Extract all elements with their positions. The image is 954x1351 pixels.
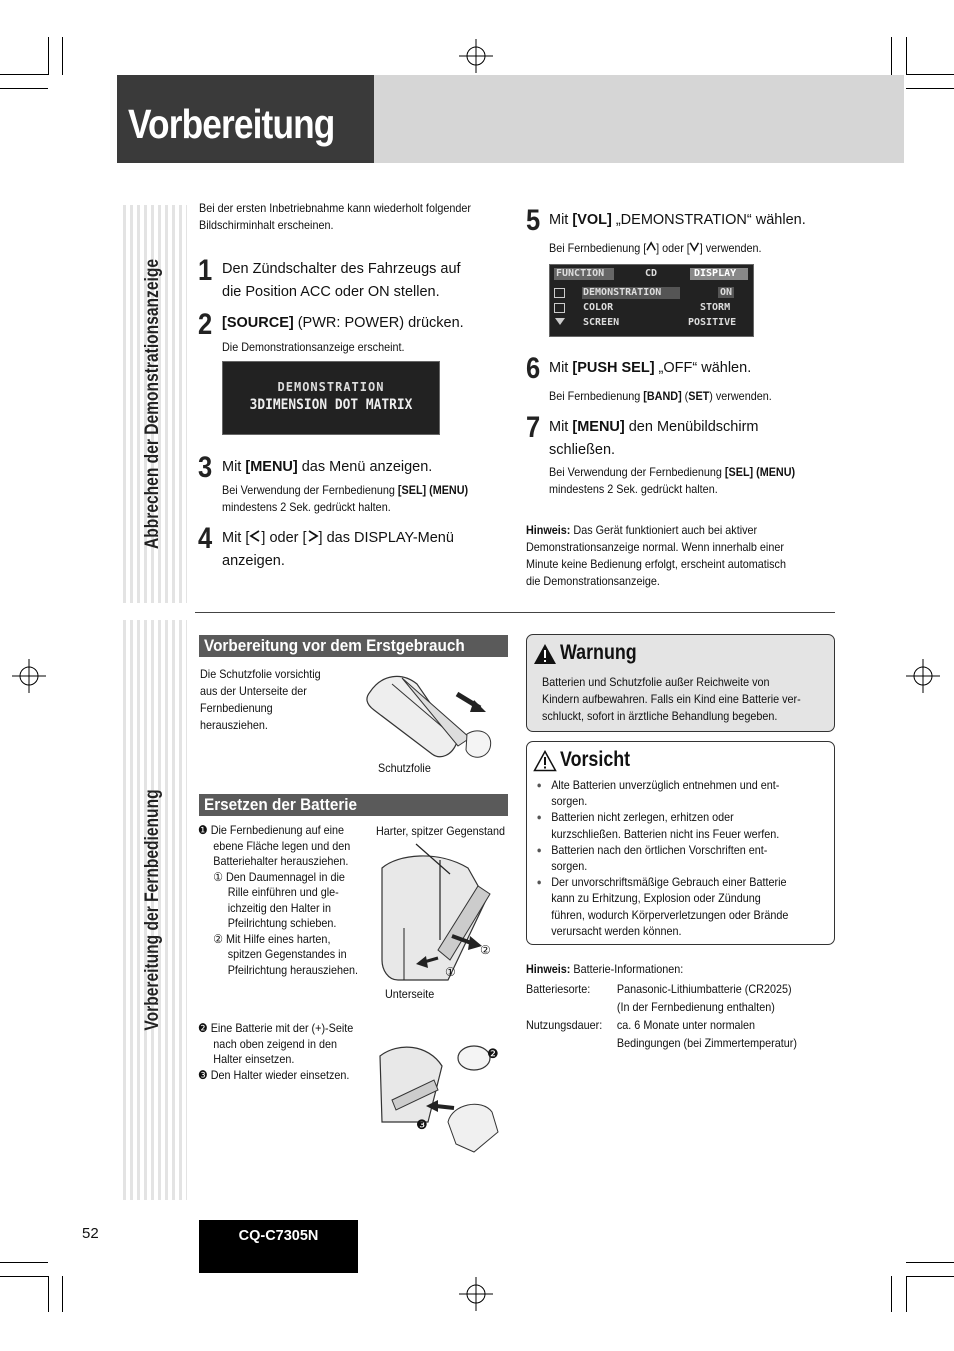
vorsicht-line: kurzschließen. Batterien nicht ins Feuer werfen. [551, 826, 780, 841]
crop-mark [906, 88, 954, 89]
menu-row-value: ON [720, 287, 733, 298]
vorsicht-line: ● Alte Batterien unverzüglich entnehmen und ent- [551, 778, 780, 792]
warning-triangle-icon [533, 643, 557, 665]
step-marker: ❷ [198, 1021, 208, 1035]
callout-2: ② [480, 943, 491, 957]
step-line: die Position ACC oder ON stellen. [222, 284, 440, 300]
demo-line-1: DEMONSTRATION [277, 380, 385, 394]
info-value: Panasonic-Lithiumbatterie (CR2025) [616, 982, 792, 996]
harter-label: Harter, spitzer Gegenstand [376, 824, 506, 838]
note-line: ( [681, 389, 689, 403]
warnung-line: schluckt, sofort in ärztliche Behandlung begeben. [542, 709, 778, 723]
intro-text [199, 200, 487, 234]
step-number: 6 [526, 352, 541, 385]
note-line: ) verwenden. [709, 389, 772, 403]
note-line: ] oder [ [656, 241, 690, 255]
step-line: anzeigen. [222, 553, 285, 569]
battery-header [199, 794, 508, 816]
crop-mark [891, 1276, 892, 1312]
prep-text [200, 666, 344, 734]
menu-row-value: POSITIVE [688, 317, 737, 328]
battery-info [526, 961, 823, 978]
crop-mark [906, 1262, 954, 1263]
vorsicht-title: Vorsicht [560, 748, 631, 771]
crop-mark [906, 37, 907, 75]
callout-1: ① [445, 965, 456, 979]
step-2-note: Die Demonstrationsanzeige erscheint. [222, 340, 405, 354]
step-line: das Menü anzeigen. [297, 459, 433, 475]
crop-mark [0, 88, 48, 89]
step-line: Mit [549, 360, 573, 376]
battery-line: Batteriehalter herausziehen. [213, 854, 349, 868]
step-line: Mit [222, 459, 246, 475]
sidebar-top-label: Abbrechen der Demonstrationsanzeige [142, 258, 163, 550]
down-arrow-icon [690, 241, 700, 252]
remote-film-illustration [362, 664, 510, 764]
vorsicht-line: führen, wodurch Körperverletzungen oder Brände [551, 907, 789, 922]
crop-mark [0, 1276, 48, 1277]
key-label: [SEL] (MENU) [397, 483, 469, 497]
sidebar-bottom-label: Vorbereitung der Fernbedienung [142, 789, 163, 1031]
model-box [199, 1220, 358, 1273]
vorsicht-line: sorgen. [551, 794, 588, 809]
crop-mark [62, 37, 63, 75]
step-7-note [549, 464, 846, 498]
crop-mark [48, 1276, 49, 1312]
prep-line: Fernbedienung [200, 701, 273, 715]
step-line: (PWR: POWER) drücken. [293, 315, 464, 331]
intro-line: Bildschirminhalt erscheinen. [199, 218, 334, 232]
hinweis-line: Minute keine Bedienung erfolgt, erscheint automatisch [526, 557, 786, 571]
step-number: 7 [526, 411, 541, 444]
step-6-text [549, 357, 849, 380]
vorsicht-item [535, 777, 828, 809]
battery-line: ebene Fläche legen und den [213, 838, 351, 853]
warnung-line: Kindern aufbewahren. Falls ein Kind eine Batterie ver- [542, 692, 801, 706]
note-line: Bei Fernbedienung [ [549, 241, 647, 255]
battery-step-2-3 [198, 1021, 360, 1083]
key-label: SET [688, 389, 710, 403]
hinweis-label: Hinweis: [526, 523, 571, 537]
menu-row-label: DEMONSTRATION [583, 287, 662, 298]
battery-info-table [526, 980, 832, 1052]
battery-line: Pfeilrichtung schieben. [227, 916, 337, 930]
callout-b2: ❷ [487, 1046, 499, 1061]
battery-line: spitzen Gegenstandes in [227, 947, 347, 961]
crop-mark [906, 1276, 954, 1277]
caution-triangle-icon [533, 750, 557, 772]
step-line: ] das DISPLAY-Menü [318, 530, 454, 546]
step-number: 4 [198, 522, 213, 555]
key-label: [SOURCE] [222, 315, 294, 331]
step-line: Mit [549, 419, 573, 435]
registration-mark [459, 1277, 493, 1311]
note-line: Bei Verwendung der Fernbedienung [222, 483, 398, 497]
step-line: Mit [549, 212, 573, 228]
warnung-title: Warnung [560, 641, 637, 664]
battery-info-row [526, 980, 832, 1016]
battery-info-row [526, 1016, 832, 1052]
battery-line: Pfeilrichtung herausziehen. [227, 962, 358, 977]
callout-b3: ❸ [416, 1117, 428, 1132]
crop-mark [906, 1276, 907, 1312]
note-line: ] verwenden. [699, 241, 762, 255]
battery-line: Halter einsetzen. [213, 1052, 295, 1066]
page-number: 52 [82, 1225, 99, 1242]
crop-mark [48, 37, 49, 75]
vorsicht-line: ● Der unvorschriftsmäßige Gebrauch einer Batterie [551, 875, 787, 890]
model-name: CQ-C7305N [238, 1228, 319, 1244]
menu-row-value: STORM [700, 302, 731, 313]
vorsicht-line: ● Batterien nicht zerlegen, erhitzen oder [551, 810, 734, 825]
step-3-note [222, 482, 519, 516]
menu-row-label: COLOR [583, 302, 614, 313]
step-3-text [222, 456, 512, 479]
up-arrow-icon [646, 241, 656, 252]
step-5-text [549, 209, 849, 232]
step-2-text [222, 312, 512, 335]
section-divider [195, 612, 835, 613]
battery-line: Den Halter wieder einsetzen. [210, 1067, 350, 1082]
vorsicht-line: kann zu Erhitzung, Explosion oder Zündung [551, 891, 761, 906]
note-line: mindestens 2 Sek. gedrückt halten. [222, 500, 391, 514]
step-number: 2 [198, 308, 213, 341]
crop-mark [0, 74, 48, 75]
key-label: [MENU] [572, 419, 625, 435]
vorsicht-line: ● Batterien nach den örtlichen Vorschriften ent- [551, 842, 768, 857]
step-number: 5 [526, 204, 541, 237]
prep-header-text: Vorbereitung vor dem Erstgebrauch [204, 636, 465, 655]
registration-mark [459, 39, 493, 73]
key-label: [PUSH SEL] [572, 360, 655, 376]
battery-line: Rille einführen und gle- [227, 885, 339, 899]
step-marker: ❶ [198, 823, 208, 837]
info-value: (In der Fernbedienung enthalten) [616, 1000, 775, 1014]
warnung-text [542, 674, 830, 725]
sub-marker: ① [213, 869, 223, 884]
menu-row-label: SCREEN [583, 317, 620, 328]
schutzfolie-label: Schutzfolie [378, 761, 431, 775]
menu-tab: CD [645, 268, 658, 279]
key-label: [VOL] [572, 212, 612, 228]
prep-header [199, 635, 508, 657]
vorsicht-line: verursacht werden können. [551, 923, 682, 938]
vorsicht-line: sorgen. [551, 859, 588, 874]
battery-line: nach oben zeigend in den [213, 1036, 338, 1051]
step-line: den Menübildschirm [624, 419, 759, 435]
step-line: Mit [ [222, 530, 250, 546]
step-number: 3 [198, 451, 213, 484]
registration-mark [906, 659, 940, 693]
battery-step-1 [198, 823, 360, 978]
step-line: schließen. [549, 442, 616, 458]
triangle-down-icon [555, 318, 565, 325]
step-line: „DEMONSTRATION“ wählen. [611, 212, 806, 228]
demo-hinweis [526, 522, 832, 590]
crop-mark [891, 37, 892, 75]
vorsicht-list [535, 777, 828, 939]
step-number: 1 [198, 254, 213, 287]
battery-line: Eine Batterie mit der (+)-Seite [210, 1021, 354, 1035]
crop-mark [0, 1262, 48, 1263]
step-5-note [549, 240, 819, 257]
note-line: Bei Verwendung der Fernbedienung [549, 465, 725, 479]
sub-marker: ② [213, 931, 223, 946]
step-6-note [549, 388, 819, 405]
battery-header-text: Ersetzen der Batterie [204, 795, 358, 814]
step-marker: ❸ [198, 1067, 208, 1082]
hinweis-line: die Demonstrationsanzeige. [526, 574, 660, 588]
sidebar-top [119, 205, 187, 603]
crop-mark [62, 1276, 63, 1312]
vorsicht-item [535, 874, 828, 939]
menu-tab: FUNCTION [556, 268, 605, 279]
prep-line: aus der Unterseite der [200, 684, 307, 698]
step-line: „OFF“ wählen. [654, 360, 752, 376]
prep-line: herausziehen. [200, 718, 268, 732]
intro-line: Bei der ersten Inbetriebnahme kann wiederholt folgender [199, 201, 471, 215]
key-label: [BAND] [643, 389, 682, 403]
step-line: ] oder [ [261, 530, 307, 546]
note-line: mindestens 2 Sek. gedrückt halten. [549, 482, 718, 496]
right-arrow-icon [307, 530, 319, 542]
vorsicht-item [535, 842, 828, 874]
prep-line: Die Schutzfolie vorsichtig [200, 667, 321, 681]
hinweis-label: Hinweis: [526, 962, 571, 976]
registration-mark [12, 659, 46, 693]
step-line: Den Zündschalter des Fahrzeugs auf [222, 261, 461, 277]
key-label: [MENU] [245, 459, 298, 475]
menu-tab-active: DISPLAY [694, 268, 737, 279]
info-key: Nutzungsdauer: [526, 1018, 603, 1032]
battery-line: Den Daumennagel in die [225, 869, 345, 884]
step-7-text [549, 416, 849, 462]
hinweis-line: Demonstrationsanzeige normal. Wenn innerhalb einer [526, 540, 784, 554]
demo-line-2: 3DIMENSION DOT MATRIX [249, 397, 413, 413]
step-1-text [222, 258, 512, 304]
hinweis-line: Batterie-Informationen: [570, 962, 684, 976]
page-title: Vorbereitung [128, 101, 335, 147]
battery-line: ichzeitig den Halter in [227, 900, 331, 915]
vorsicht-item [535, 809, 828, 841]
hinweis-line: Das Gerät funktioniert auch bei aktiver [573, 523, 758, 537]
vorsicht-box [526, 741, 835, 945]
left-arrow-icon [249, 530, 261, 542]
note-line: Bei Fernbedienung [549, 389, 644, 403]
warnung-line: Batterien und Schutzfolie außer Reichweite von [542, 675, 770, 689]
sidebar-bottom [119, 620, 187, 1200]
square-icon [554, 288, 565, 298]
battery-line: Mit Hilfe eines harten, [225, 931, 331, 946]
demo-display-screen [222, 361, 440, 435]
menu-display-screen [549, 264, 754, 337]
info-key: Batteriesorte: [526, 982, 591, 996]
remote-underside-illustration [378, 840, 508, 990]
battery-line: Die Fernbedienung auf eine [210, 823, 344, 837]
step-4-text [222, 527, 512, 573]
key-label: [SEL] (MENU) [724, 465, 796, 479]
info-value: ca. 6 Monate unter normalen [616, 1018, 755, 1032]
info-value: Bedingungen (bei Zimmertemperatur) [616, 1036, 797, 1050]
warnung-box [526, 634, 835, 732]
square-icon [554, 303, 565, 313]
crop-mark [906, 74, 954, 75]
unterseite-label: Unterseite [385, 987, 435, 1001]
